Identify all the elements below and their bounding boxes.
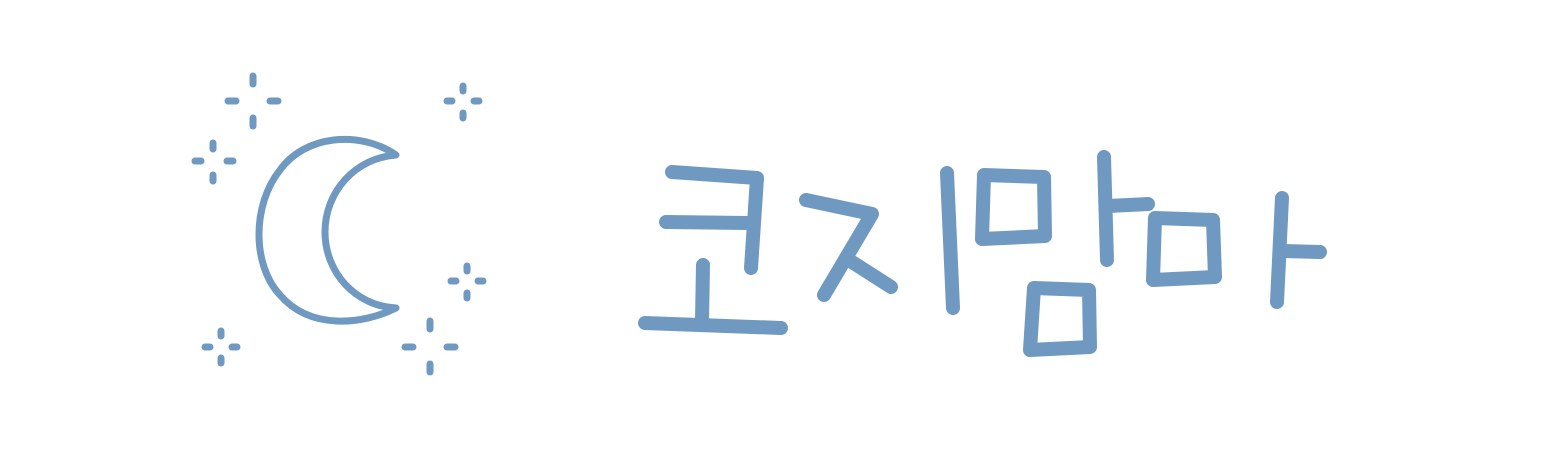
sparkle-icon	[228, 76, 278, 126]
sparkle-icon	[195, 143, 233, 181]
sparkle-icon	[451, 266, 483, 298]
moon-star-emblem	[195, 76, 483, 372]
sparkle-icon	[405, 321, 455, 372]
wordmark-glyph	[1153, 198, 1320, 302]
sparkle-icon	[447, 86, 479, 118]
brand-wordmark	[645, 157, 1320, 350]
sparkle-icon	[205, 331, 237, 363]
wordmark-glyph	[645, 172, 781, 328]
wordmark-glyph	[982, 157, 1148, 350]
wordmark-glyph	[806, 173, 953, 308]
crescent-moon-icon	[259, 139, 396, 321]
